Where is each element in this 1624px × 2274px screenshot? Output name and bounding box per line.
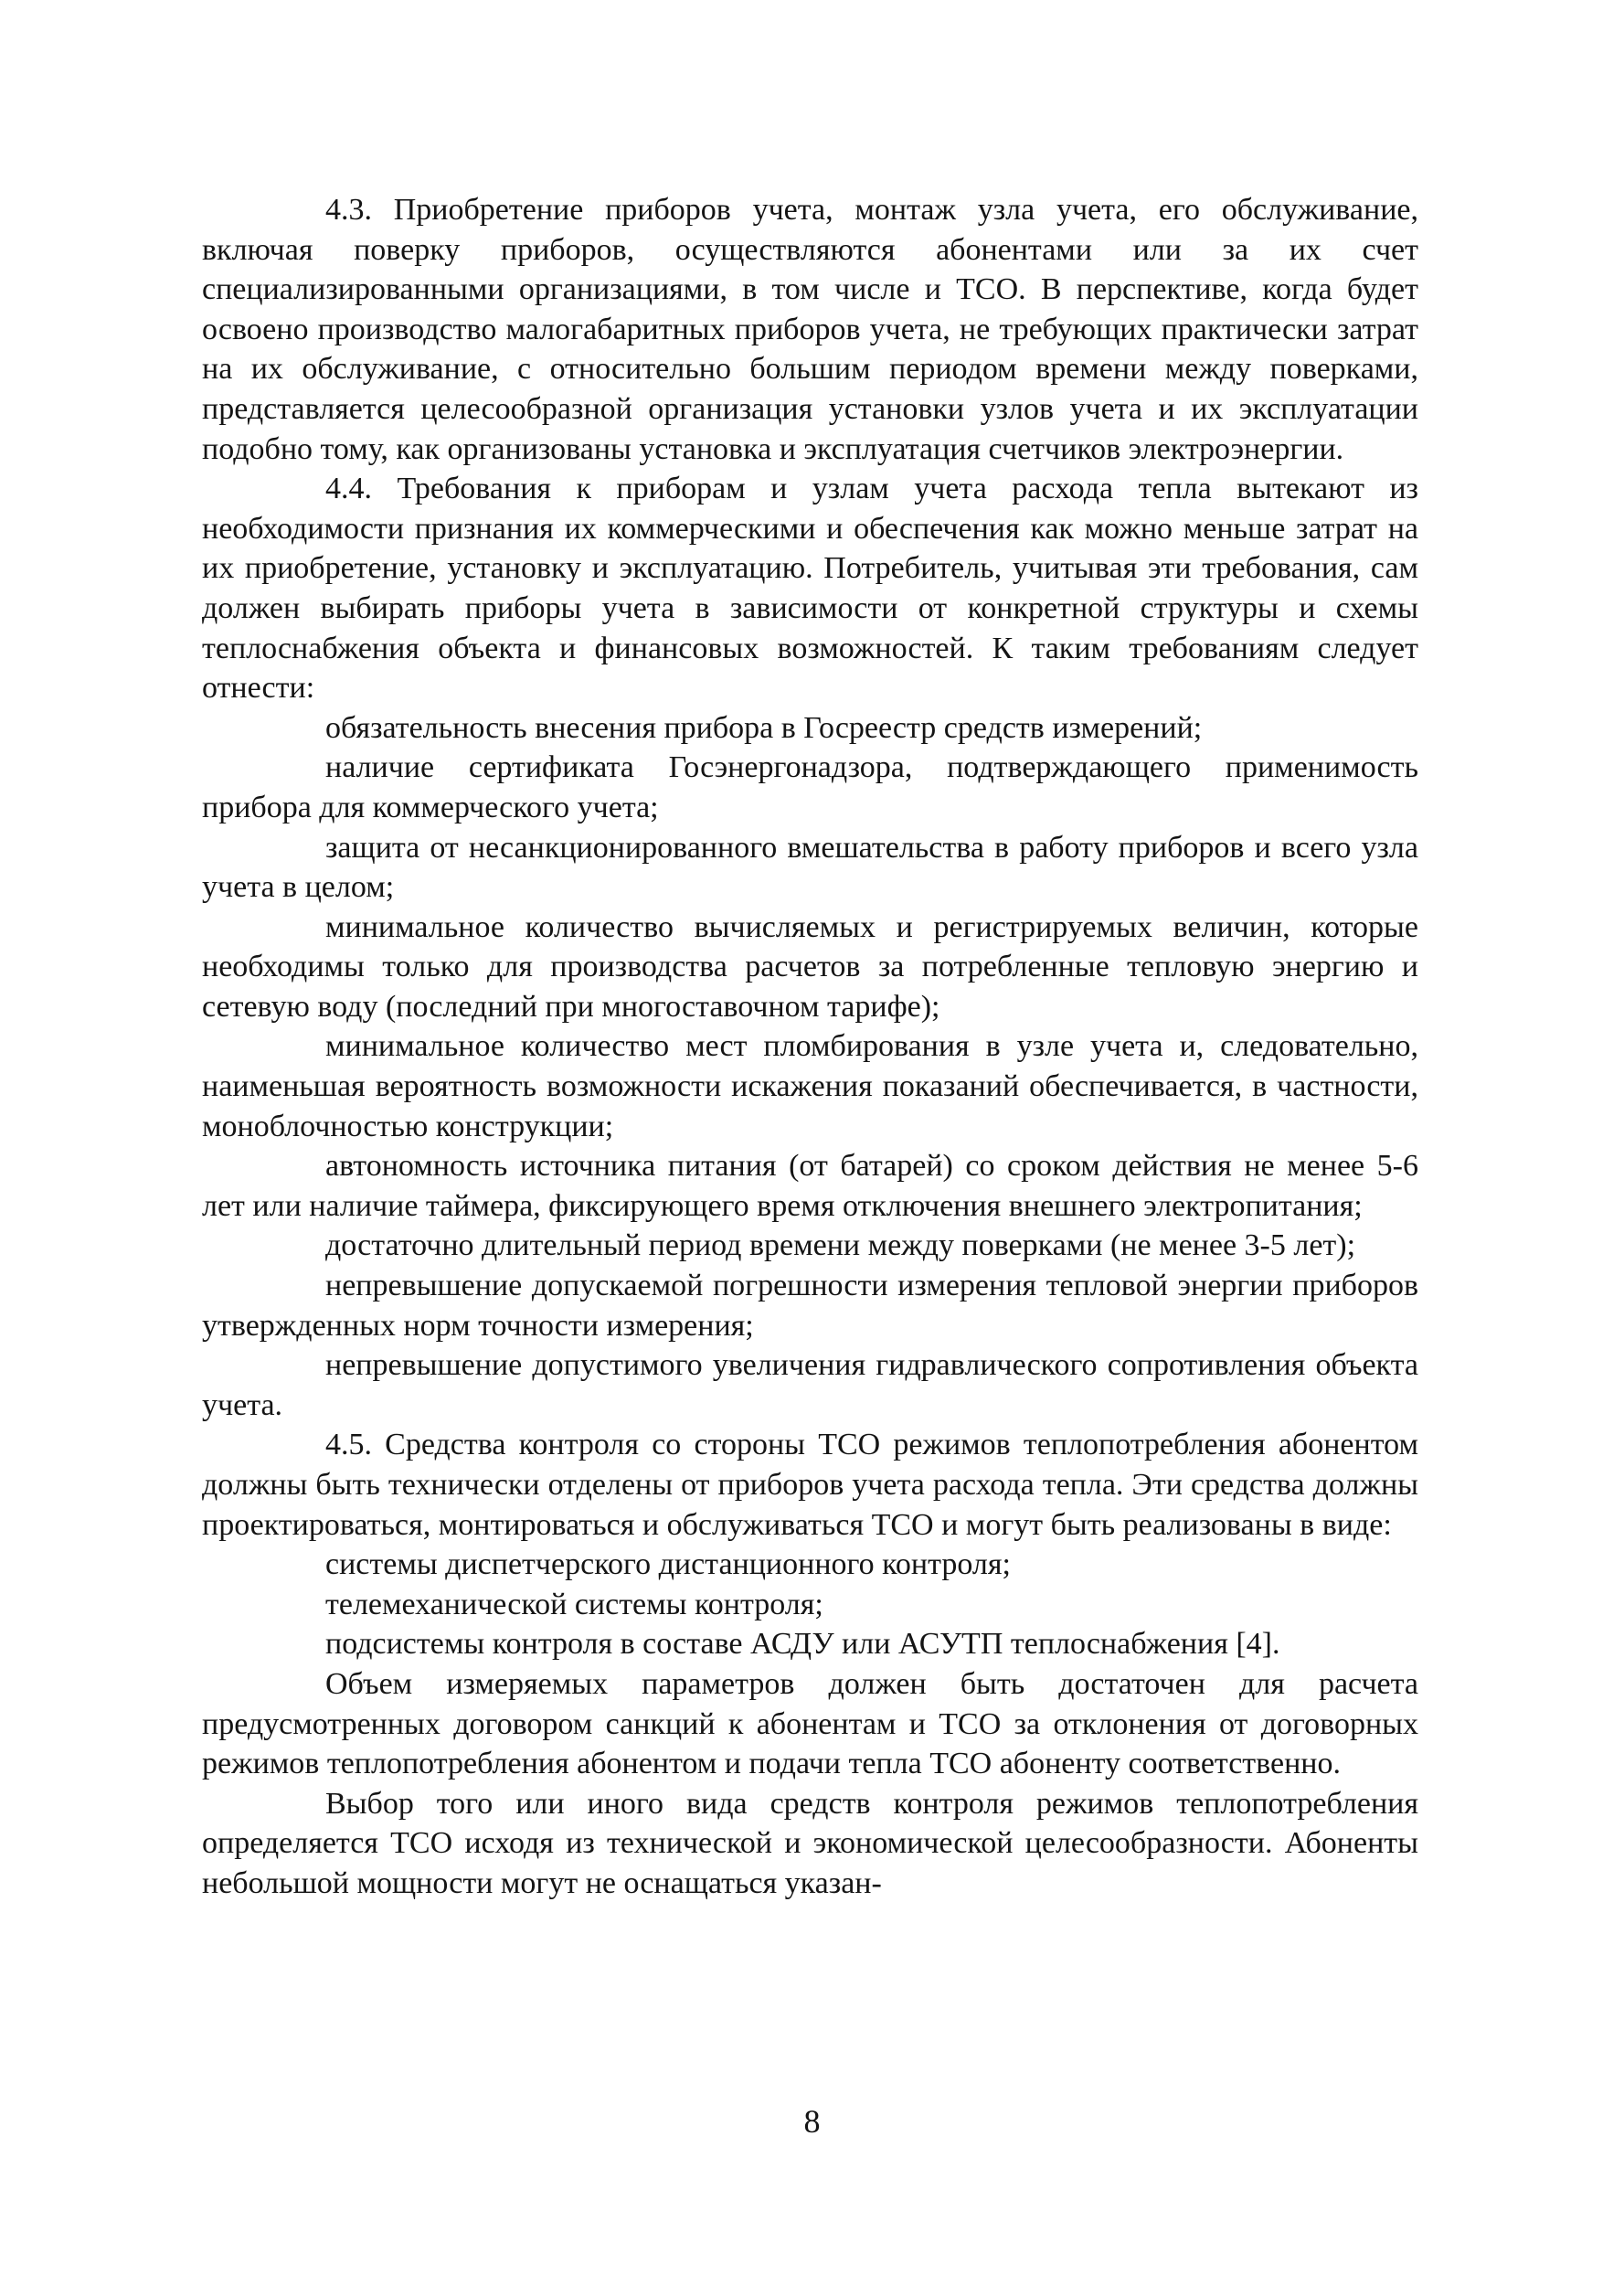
paragraph-4-4: 4.4. Требования к приборам и узлам учета расхода тепла вытекают из необходимости признания их коммерческими и обеспечения как можно меньше затрат на их приобретение, установку и эксплуатацию. Потребитель, учитывая эти требования, сам должен выбирать приборы учета в зависимости от конкретной структуры и схемы теплоснабжения объекта и финансовых возможностей. К таким требованиям следует отнести: bbox=[202, 472, 1418, 706]
requirement-item: защита от несанкционированного вмешательства в работу приборов и всего узла учета в целом; bbox=[202, 830, 1418, 905]
paragraph-4-3: 4.3. Приобретение приборов учета, монтаж узла учета, его обслуживание, включая поверку приборов, осуществляются абонентами или за их счет специализированными организациями, в том числе и ТСО. В перспективе, когда будет освоено производство малогабаритных приборов учета, не требующих практически затрат на их обслуживание, с относительно большим периодом времени между поверками, представляется целесообразной организация установки узлов учета и их эксплуатации подобно тому, как организованы установка и эксплуатация счетчиков электроэнергии. bbox=[202, 193, 1418, 466]
control-system-item: телемеханической системы контроля; bbox=[325, 1587, 823, 1621]
paragraph-choice: Выбор того или иного вида средств контроля режимов теплопотребления определяется ТСО исходя из технической и экономической целесообразности. Абоненты небольшой мощности могут не оснащаться указан- bbox=[202, 1786, 1418, 1900]
control-system-item: подсистемы контроля в составе АСДУ или АСУТП теплоснабжения [4]. bbox=[325, 1627, 1280, 1662]
page-number: 8 bbox=[803, 2103, 821, 2140]
requirement-item: наличие сертификата Госэнергонадзора, подтверждающего применимость прибора для коммерческого учета; bbox=[202, 750, 1418, 824]
document-body bbox=[202, 190, 1418, 1904]
requirement-item: минимальное количество вычисляемых и регистрируемых величин, которые необходимы только для производства расчетов за потребленные тепловую энергию и сетевую воду (последний при многоставочном тарифе); bbox=[202, 909, 1418, 1024]
control-system-item: системы диспетчерского дистанционного контроля; bbox=[325, 1547, 1011, 1582]
requirement-item: обязательность внесения прибора в Госреестр средств измерений; bbox=[325, 710, 1203, 745]
requirement-item: минимальное количество мест пломбирования в узле учета и, следовательно, наименьшая вероятность возможности искажения показаний обеспечивается, в частности, моноблочностью конструкции; bbox=[202, 1029, 1418, 1143]
paragraph-parameters: Объем измеряемых параметров должен быть достаточен для расчета предусмотренных договором санкций к абонентам и ТСО за отклонения от договорных режимов теплопотребления абонентом и подачи тепла ТСО абоненту соответственно. bbox=[202, 1666, 1418, 1781]
requirement-item: непревышение допускаемой погрешности измерения тепловой энергии приборов утвержденных норм точности измерения; bbox=[202, 1269, 1418, 1343]
requirement-item: достаточно длительный период времени между поверками (не менее 3-5 лет); bbox=[325, 1228, 1356, 1263]
paragraph-4-5: 4.5. Средства контроля со стороны ТСО режимов теплопотребления абонентом должны быть технически отделены от приборов учета расхода тепла. Эти средства должны проектироваться, монтироваться и обслуживаться ТСО и могут быть реализованы в виде: bbox=[202, 1428, 1418, 1542]
requirement-item: автономность источника питания (от батарей) со сроком действия не менее 5-6 лет или наличие таймера, фиксирующего время отключения внешнего электропитания; bbox=[202, 1149, 1418, 1223]
requirement-item: непревышение допустимого увеличения гидравлического сопротивления объекта учета. bbox=[202, 1348, 1418, 1422]
